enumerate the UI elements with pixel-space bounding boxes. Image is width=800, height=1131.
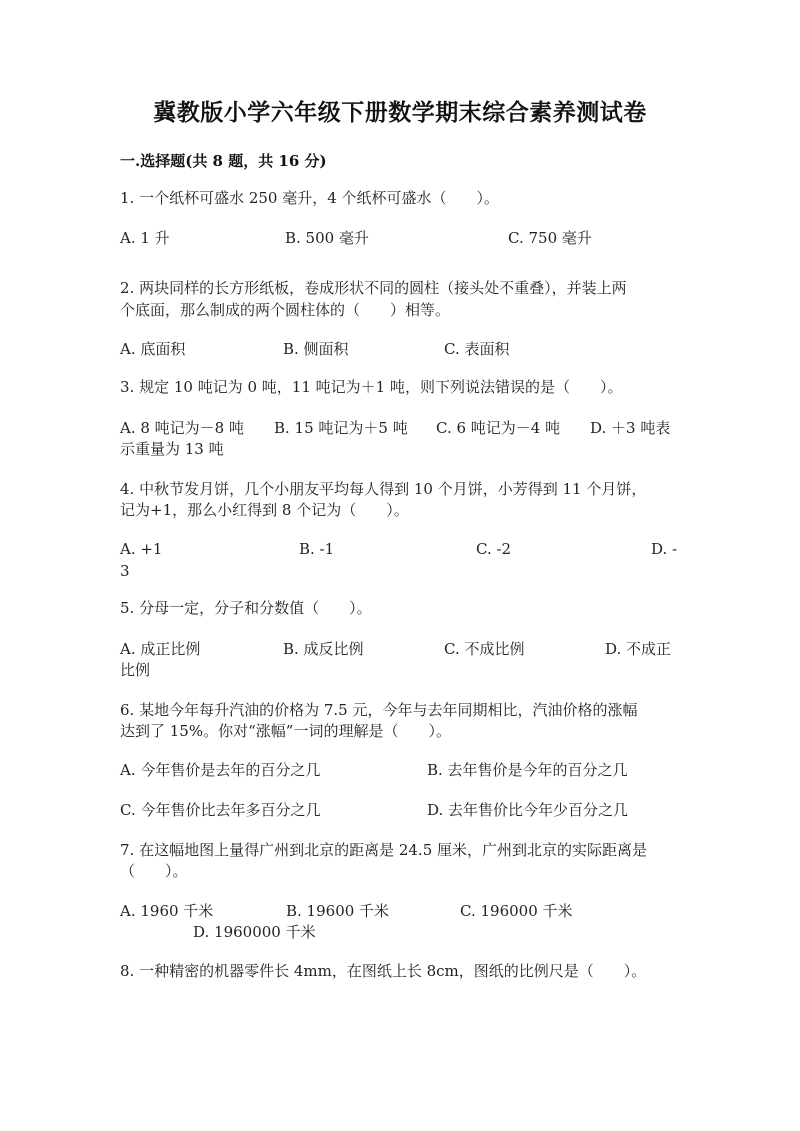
- question-7-option-a: A. 1960 千米: [120, 902, 214, 920]
- question-8-stem: 8. 一种精密的机器零件长 4mm，在图纸上长 8cm，图纸的比例尺是（ ）。: [120, 962, 647, 980]
- question-6-option-a: A. 今年售价是去年的百分之几: [120, 761, 321, 779]
- question-4-stem-line-1: 4. 中秋节发月饼，几个小朋友平均每人得到 10 个月饼，小芳得到 11 个月饼，: [120, 480, 647, 498]
- question-2-stem-line-2: 个底面，那么制成的两个圆柱体的（ ）相等。: [120, 301, 451, 319]
- question-6-stem-line-1: 6. 某地今年每升汽油的价格为 7.5 元，今年与去年同期相比，汽油价格的涨幅: [120, 701, 638, 719]
- question-6-stem-line-2: 达到了 15%。你对“涨幅”一词的理解是（ ）。: [120, 722, 451, 740]
- question-4-option-c: C. -2: [476, 540, 512, 558]
- question-2-option-c: C. 表面积: [444, 340, 510, 358]
- question-4-stem-line-2: 记为+1，那么小红得到 8 个记为（ ）。: [120, 501, 409, 519]
- question-5-option-a: A. 成正比例: [120, 640, 201, 658]
- question-7-stem-line-2: （ ）。: [120, 862, 188, 880]
- question-7-option-d: D. 1960000 千米: [193, 923, 316, 941]
- question-6-option-b: B. 去年售价是今年的百分之几: [427, 761, 628, 779]
- question-4-option-b: B. -1: [299, 540, 335, 558]
- question-4-option-a: A. +1: [120, 540, 163, 558]
- question-3-option-b: B. 15 吨记为＋5 吨: [274, 419, 408, 437]
- question-2-option-a: A. 底面积: [120, 340, 186, 358]
- question-7-stem-line-1: 7. 在这幅地图上量得广州到北京的距离是 24.5 厘米，广州到北京的实际距离是: [120, 841, 648, 859]
- question-5-stem: 5. 分母一定，分子和分数值（ ）。: [120, 599, 372, 617]
- question-6-option-c: C. 今年售价比去年多百分之几: [120, 801, 321, 819]
- question-2-option-b: B. 侧面积: [283, 340, 349, 358]
- question-6-option-d: D. 去年售价比今年少百分之几: [427, 801, 629, 819]
- question-4-option-d-continued: 3: [120, 562, 130, 580]
- question-1-option-b: B. 500 毫升: [285, 229, 369, 247]
- section-heading: 一.选择题(共 8 题，共 16 分): [120, 152, 327, 170]
- question-3-option-d-continued: 示重量为 13 吨: [120, 440, 224, 458]
- question-2-stem-line-1: 2. 两块同样的长方形纸板，卷成形状不同的圆柱（接头处不重叠），并装上两: [120, 279, 627, 297]
- question-7-option-c: C. 196000 千米: [460, 902, 573, 920]
- question-5-option-c: C. 不成比例: [444, 640, 525, 658]
- question-5-option-d-continued: 比例: [120, 661, 151, 679]
- question-1-stem: 1. 一个纸杯可盛水 250 毫升，4 个纸杯可盛水（ ）。: [120, 189, 500, 207]
- question-3-option-d: D. ＋3 吨表: [590, 419, 671, 437]
- question-7-option-b: B. 19600 千米: [286, 902, 390, 920]
- question-4-option-d: D. -: [651, 540, 678, 558]
- question-5-option-d: D. 不成正: [605, 640, 672, 658]
- page-title: 冀教版小学六年级下册数学期末综合素养测试卷: [153, 99, 647, 126]
- question-3-option-c: C. 6 吨记为－4 吨: [436, 419, 561, 437]
- question-3-stem: 3. 规定 10 吨记为 0 吨，11 吨记为＋1 吨，则下列说法错误的是（ ）。: [120, 378, 623, 396]
- question-3-option-a: A. 8 吨记为－8 吨: [120, 419, 244, 437]
- question-1-option-a: A. 1 升: [120, 229, 170, 247]
- question-1-option-c: C. 750 毫升: [508, 229, 592, 247]
- question-5-option-b: B. 成反比例: [283, 640, 364, 658]
